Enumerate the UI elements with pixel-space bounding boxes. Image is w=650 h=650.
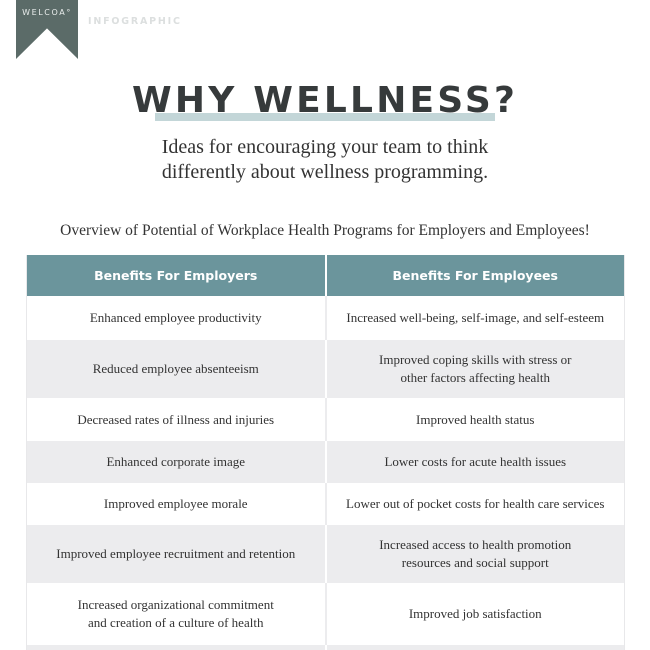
- cell-text: Reduced employee absenteeism: [92, 361, 259, 376]
- subtitle: [0, 135, 650, 185]
- employee-benefit-cell: [326, 583, 625, 645]
- table-row: [27, 483, 625, 525]
- cell-text: other factors affecting health: [400, 370, 551, 385]
- infographic-tag: INFOGRAPHIC: [88, 16, 182, 27]
- table-row: [27, 583, 625, 645]
- employer-benefit-cell: [27, 583, 326, 645]
- cell-text: Improved coping skills with stress or: [379, 352, 572, 367]
- page-title: WHY WELLNESS?: [131, 80, 519, 121]
- employee-benefit-cell: [326, 340, 625, 398]
- column-header-employers: Benefits For Employers: [27, 255, 326, 296]
- employee-benefit-cell: [326, 525, 625, 583]
- employee-benefit-cell: [326, 645, 625, 650]
- cell-text: Improved health status: [416, 411, 535, 427]
- cell-text: Enhanced employee productivity: [89, 310, 262, 325]
- employer-benefit-cell: [27, 441, 326, 483]
- subtitle-line: differently about wellness programming.: [161, 161, 489, 183]
- table-row: [27, 398, 625, 441]
- table-row: [27, 296, 625, 340]
- cell-text: Improved job satisfaction: [408, 606, 542, 621]
- cell-text: Increased access to health promotion: [379, 537, 572, 552]
- cell-text: and creation of a culture of health: [88, 615, 264, 630]
- employer-benefit-cell: [27, 296, 326, 340]
- cell-text: Increased well-being, self-image, and self-esteem: [346, 310, 605, 325]
- employee-benefit-cell: [326, 398, 625, 441]
- cell-text: Lower out of pocket costs for health care services: [346, 496, 605, 511]
- employer-benefit-cell: [27, 398, 326, 441]
- welcoa-logo-text: WELCOA°: [22, 8, 72, 17]
- overview-heading: Overview of Potential of Workplace Health Programs for Employers and Employees!: [60, 222, 590, 239]
- table-row: [27, 340, 625, 398]
- cell-text: Increased organizational commitment: [77, 597, 274, 612]
- column-header-employees: Benefits For Employees: [326, 255, 625, 296]
- employer-benefit-cell: [27, 483, 326, 525]
- cell-text: Lower costs for acute health issues: [384, 454, 567, 469]
- table-row: [27, 525, 625, 583]
- employer-benefit-cell: [27, 340, 326, 398]
- employee-benefit-cell: [326, 296, 625, 340]
- cell-text: Improved employee recruitment and retention: [56, 546, 296, 561]
- employee-benefit-cell: [326, 441, 625, 483]
- cell-text: resources and social support: [401, 555, 549, 570]
- benefits-table: [26, 255, 625, 650]
- employer-benefit-cell: [27, 645, 326, 650]
- table-row: [27, 441, 625, 483]
- cell-text: Improved employee morale: [103, 496, 248, 511]
- cell-text: Decreased rates of illness and injuries: [77, 411, 275, 427]
- employer-benefit-cell: [27, 525, 326, 583]
- employee-benefit-cell: [326, 483, 625, 525]
- subtitle-line: Ideas for encouraging your team to think: [161, 136, 489, 158]
- table-row-partial: [27, 645, 625, 650]
- cell-text: Enhanced corporate image: [106, 454, 246, 469]
